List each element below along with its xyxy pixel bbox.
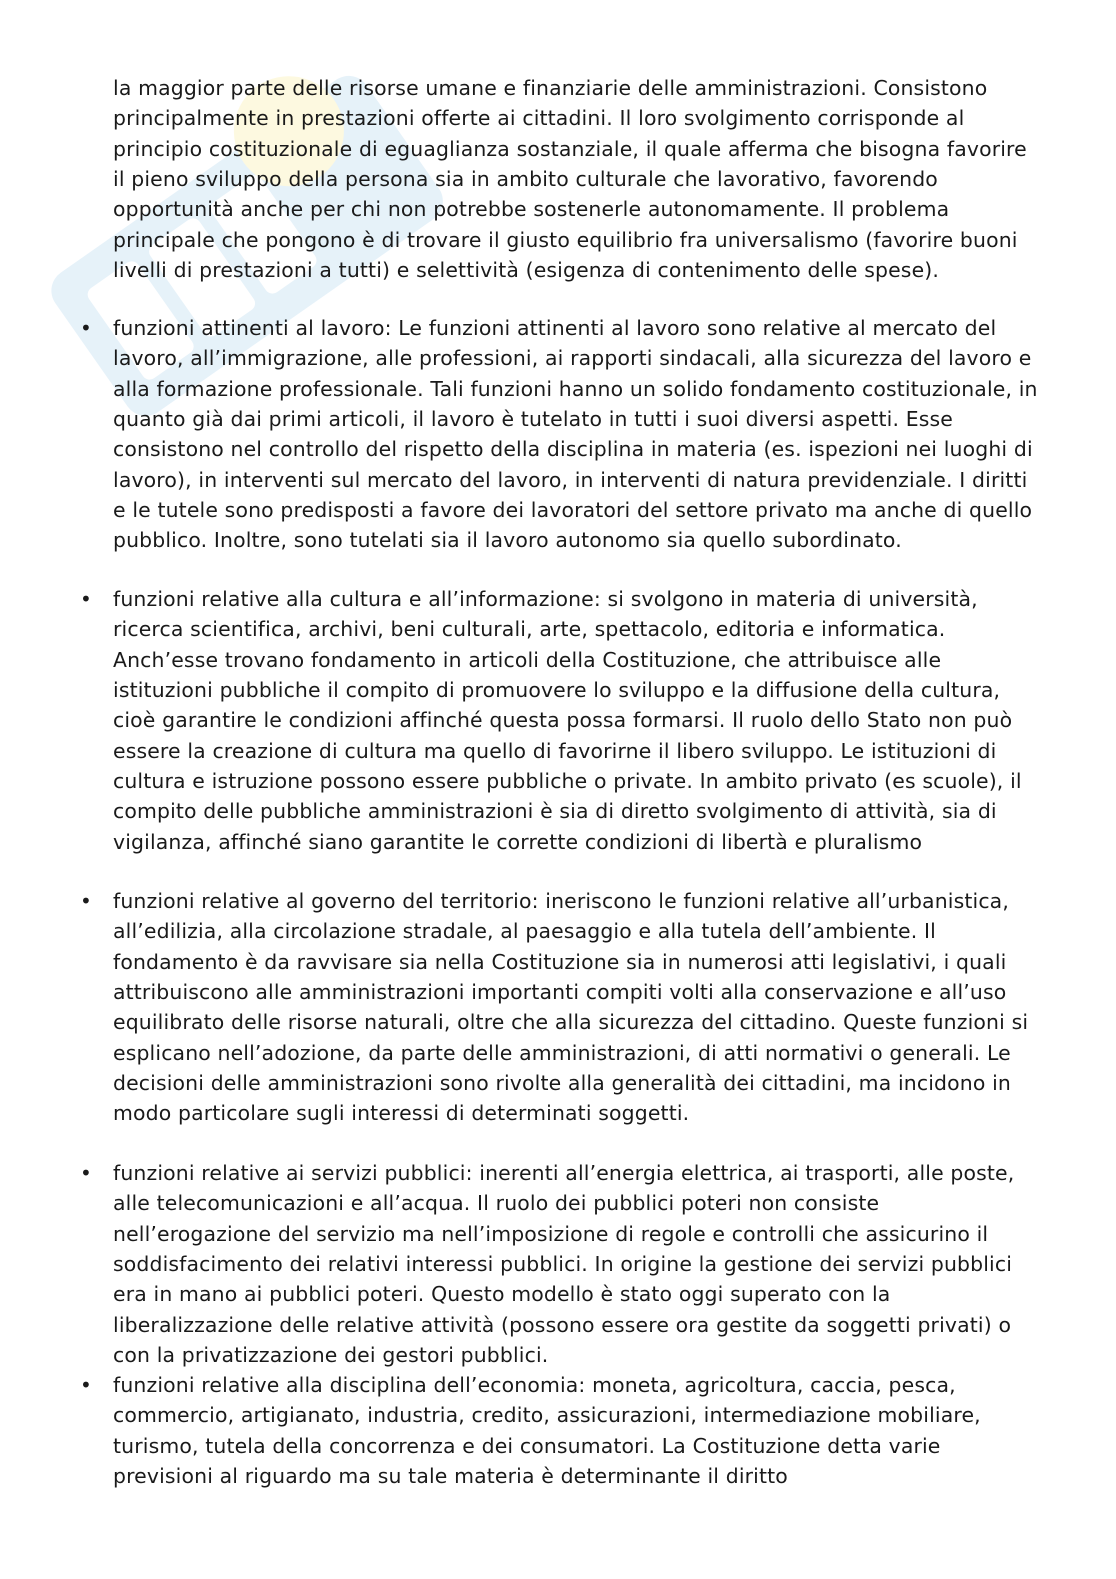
- bullet-marker: •: [80, 889, 92, 913]
- list-item-servizi-pubblici: funzioni relative ai servizi pubblici: inerenti all’energia elettrica, ai trasporti, alle poste, alle telecomunicazioni e all’acqua. Il ruolo dei pubblici poteri non consiste nell’erogazione del servizio ma nell’imposizione di regole e controlli che assicurino il soddisfacimento dei relativi interessi pubblici. In origine la gestione dei servizi pubblici era in mano ai pubblici poteri. Questo modello è stato oggi superato con la liberalizzazione delle relative attività (possono essere ora gestite da soggetti privati) o con la privatizzazione dei gestori pubblici.: [113, 1161, 1015, 1368]
- list-item-lavoro: funzioni attinenti al lavoro: Le funzioni attinenti al lavoro sono relative al mercato del lavoro, all’immigrazione, alle professioni, ai rapporti sindacali, alla sicurezza del lavoro e alla formazione professionale. Tali funzioni hanno un solido fondamento costituzionale, in quanto già dai primi articoli, il lavoro è tutelato in tutti i suoi diversi aspetti. Esse consistono nel controllo del rispetto della disciplina in materia (es. ispezioni nei luoghi di lavoro), in interventi sul mercato del lavoro, in interventi di natura previdenziale. I diritti e le tutele sono predisposti a favore dei lavoratori del settore privato ma anche di quello pubblico. Inoltre, sono tutelati sia il lavoro autonomo sia quello subordinato.: [113, 316, 1038, 553]
- list-item-territorio: funzioni relative al governo del territorio: ineriscono le funzioni relative all’urbanistica, all’edilizia, alla circolazione stradale, al paesaggio e alla tutela dell’ambiente. Il fondamento è da ravvisare sia nella Costituzione sia in numerosi atti legislativi, i quali attribuiscono alle amministrazioni importanti compiti volti alla conservazione e all’uso equilibrato delle risorse naturali, oltre che alla sicurezza del cittadino. Queste funzioni si esplicano nell’adozione, da parte delle amministrazioni, di atti normativi o generali. Le decisioni delle amministrazioni sono rivolte alla generalità dei cittadini, ma incidono in modo particolare sugli interessi di determinati soggetti.: [113, 889, 1029, 1126]
- bullet-marker: •: [80, 316, 92, 340]
- list-item-cultura: funzioni relative alla cultura e all’informazione: si svolgono in materia di università, ricerca scientifica, archivi, beni culturali, arte, spettacolo, editoria e informatica. Anch’esse trovano fondamento in articoli della Costituzione, che attribuisce alle istituzioni pubbliche il compito di promuovere lo sviluppo e la diffusione della cultura, cioè garantire le condizioni affinché questa possa formarsi. Il ruolo dello Stato non può essere la creazione di cultura ma quello di favorirne il libero sviluppo. Le istituzioni di cultura e istruzione possono essere pubbliche o private. In ambito privato (es scuole), il compito delle pubbliche amministrazioni è sia di diretto svolgimento di attività, sia di vigilanza, affinché siano garantite le corrette condizioni di libertà e pluralismo: [113, 587, 1022, 854]
- bullet-marker: •: [80, 1161, 92, 1185]
- bullet-marker: •: [80, 1373, 92, 1397]
- continuation-paragraph: la maggior parte delle risorse umane e finanziarie delle amministrazioni. Consistono principalmente in prestazioni offerte ai cittadini. Il loro svolgimento corrisponde al principio costituzionale di eguaglianza sostanziale, il quale afferma che bisogna favorire il pieno sviluppo della persona sia in ambito culturale che lavorativo, favorendo opportunità anche per chi non potrebbe sostenerle autonomamente. Il problema principale che pongono è di trovare il giusto equilibrio fra universalismo (favorire buoni livelli di prestazioni a tutti) e selettività (esigenza di contenimento delle spese).: [113, 76, 1027, 283]
- bullet-marker: •: [80, 587, 92, 611]
- list-item-economia: funzioni relative alla disciplina dell’economia: moneta, agricoltura, caccia, pesca, commercio, artigianato, industria, credito, assicurazioni, intermediazione mobiliare, turismo, tutela della concorrenza e dei consumatori. La Costituzione detta varie previsioni al riguardo ma su tale materia è determinante il diritto: [113, 1373, 981, 1489]
